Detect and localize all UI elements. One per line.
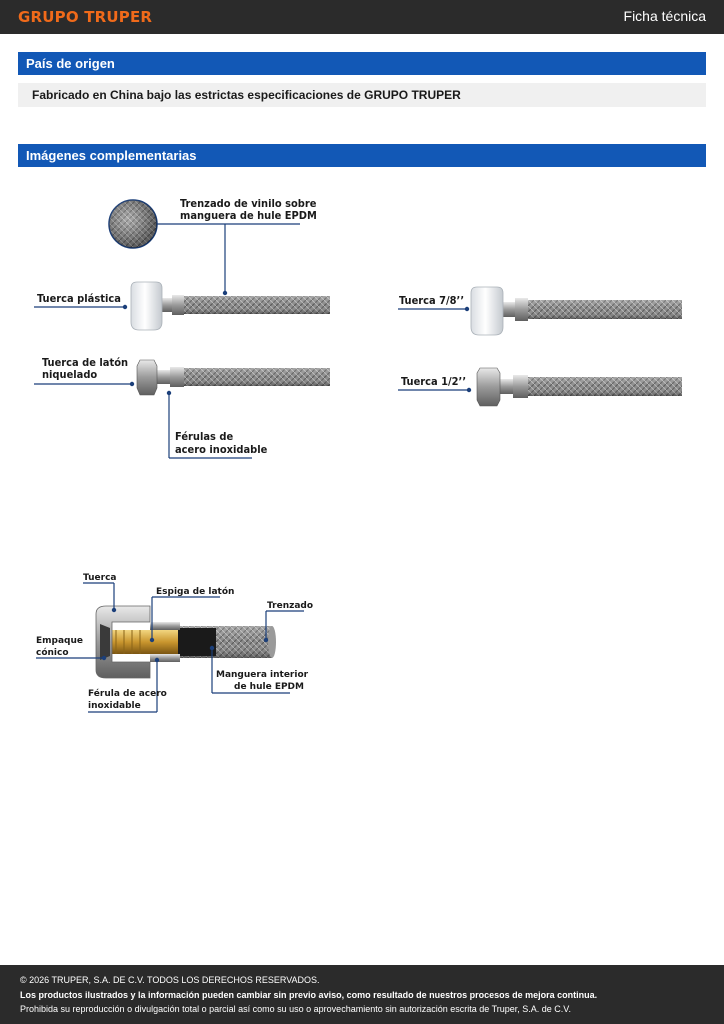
hose-nut-78 [471,287,682,335]
label-gasket-2: cónico [36,648,69,658]
hose-plastic-nut [131,282,330,330]
label-braid-2: manguera de hule EPDM [180,209,317,222]
label-brass-spigot: Espiga de latón [156,587,235,597]
braid-detail-icon [109,200,157,248]
label-cut-nut: Tuerca [83,573,117,583]
hose-brass-nut [137,360,330,395]
cutaway-illustration [96,606,276,678]
brand-logo: GRUPO TRUPER [18,8,153,26]
document-type: Ficha técnica [623,8,706,24]
label-steel-ferrule-2: inoxidable [88,701,141,711]
footer-notice: Los productos ilustrados y la información pueden cambiar sin previo aviso, como resultado de nuestros procesos de mejora continua. [20,990,598,1000]
label-gasket-1: Empaque [36,636,83,646]
footer-copyright: © 2026 TRUPER, S.A. DE C.V. TODOS LOS DERECHOS RESERVADOS. [20,975,320,985]
hose-nut-12 [477,368,682,406]
label-nut-78: Tuerca 7/8’’ [399,294,465,307]
label-steel-ferrule-1: Férula de acero [88,689,167,699]
label-nut-12: Tuerca 1/2’’ [401,375,467,388]
section-header-origin: País de origen [18,52,706,75]
label-ferrule-1: Férulas de [175,430,234,443]
label-brass-nut-2: niquelado [42,368,98,381]
label-ferrule-2: acero inoxidable [175,443,268,456]
label-inner-hose-2: de hule EPDM [234,682,304,692]
label-braid-1: Trenzado de vinilo sobre [180,197,317,210]
footer [0,965,724,1024]
label-plastic-nut: Tuerca plástica [37,292,121,305]
footer-legal: Prohibida su reproducción o divulgación total o parcial así como su uso o aprovechamiento sin autorización escrita de Truper, S.A. de C.V. [20,1004,571,1014]
label-cut-braid: Trenzado [267,601,314,611]
label-inner-hose-1: Manguera interior [216,670,309,680]
label-brass-nut-1: Tuerca de latón [42,356,129,369]
section-header-images: Imágenes complementarias [18,144,706,167]
origin-text: Fabricado en China bajo las estrictas especificaciones de GRUPO TRUPER [18,83,706,107]
